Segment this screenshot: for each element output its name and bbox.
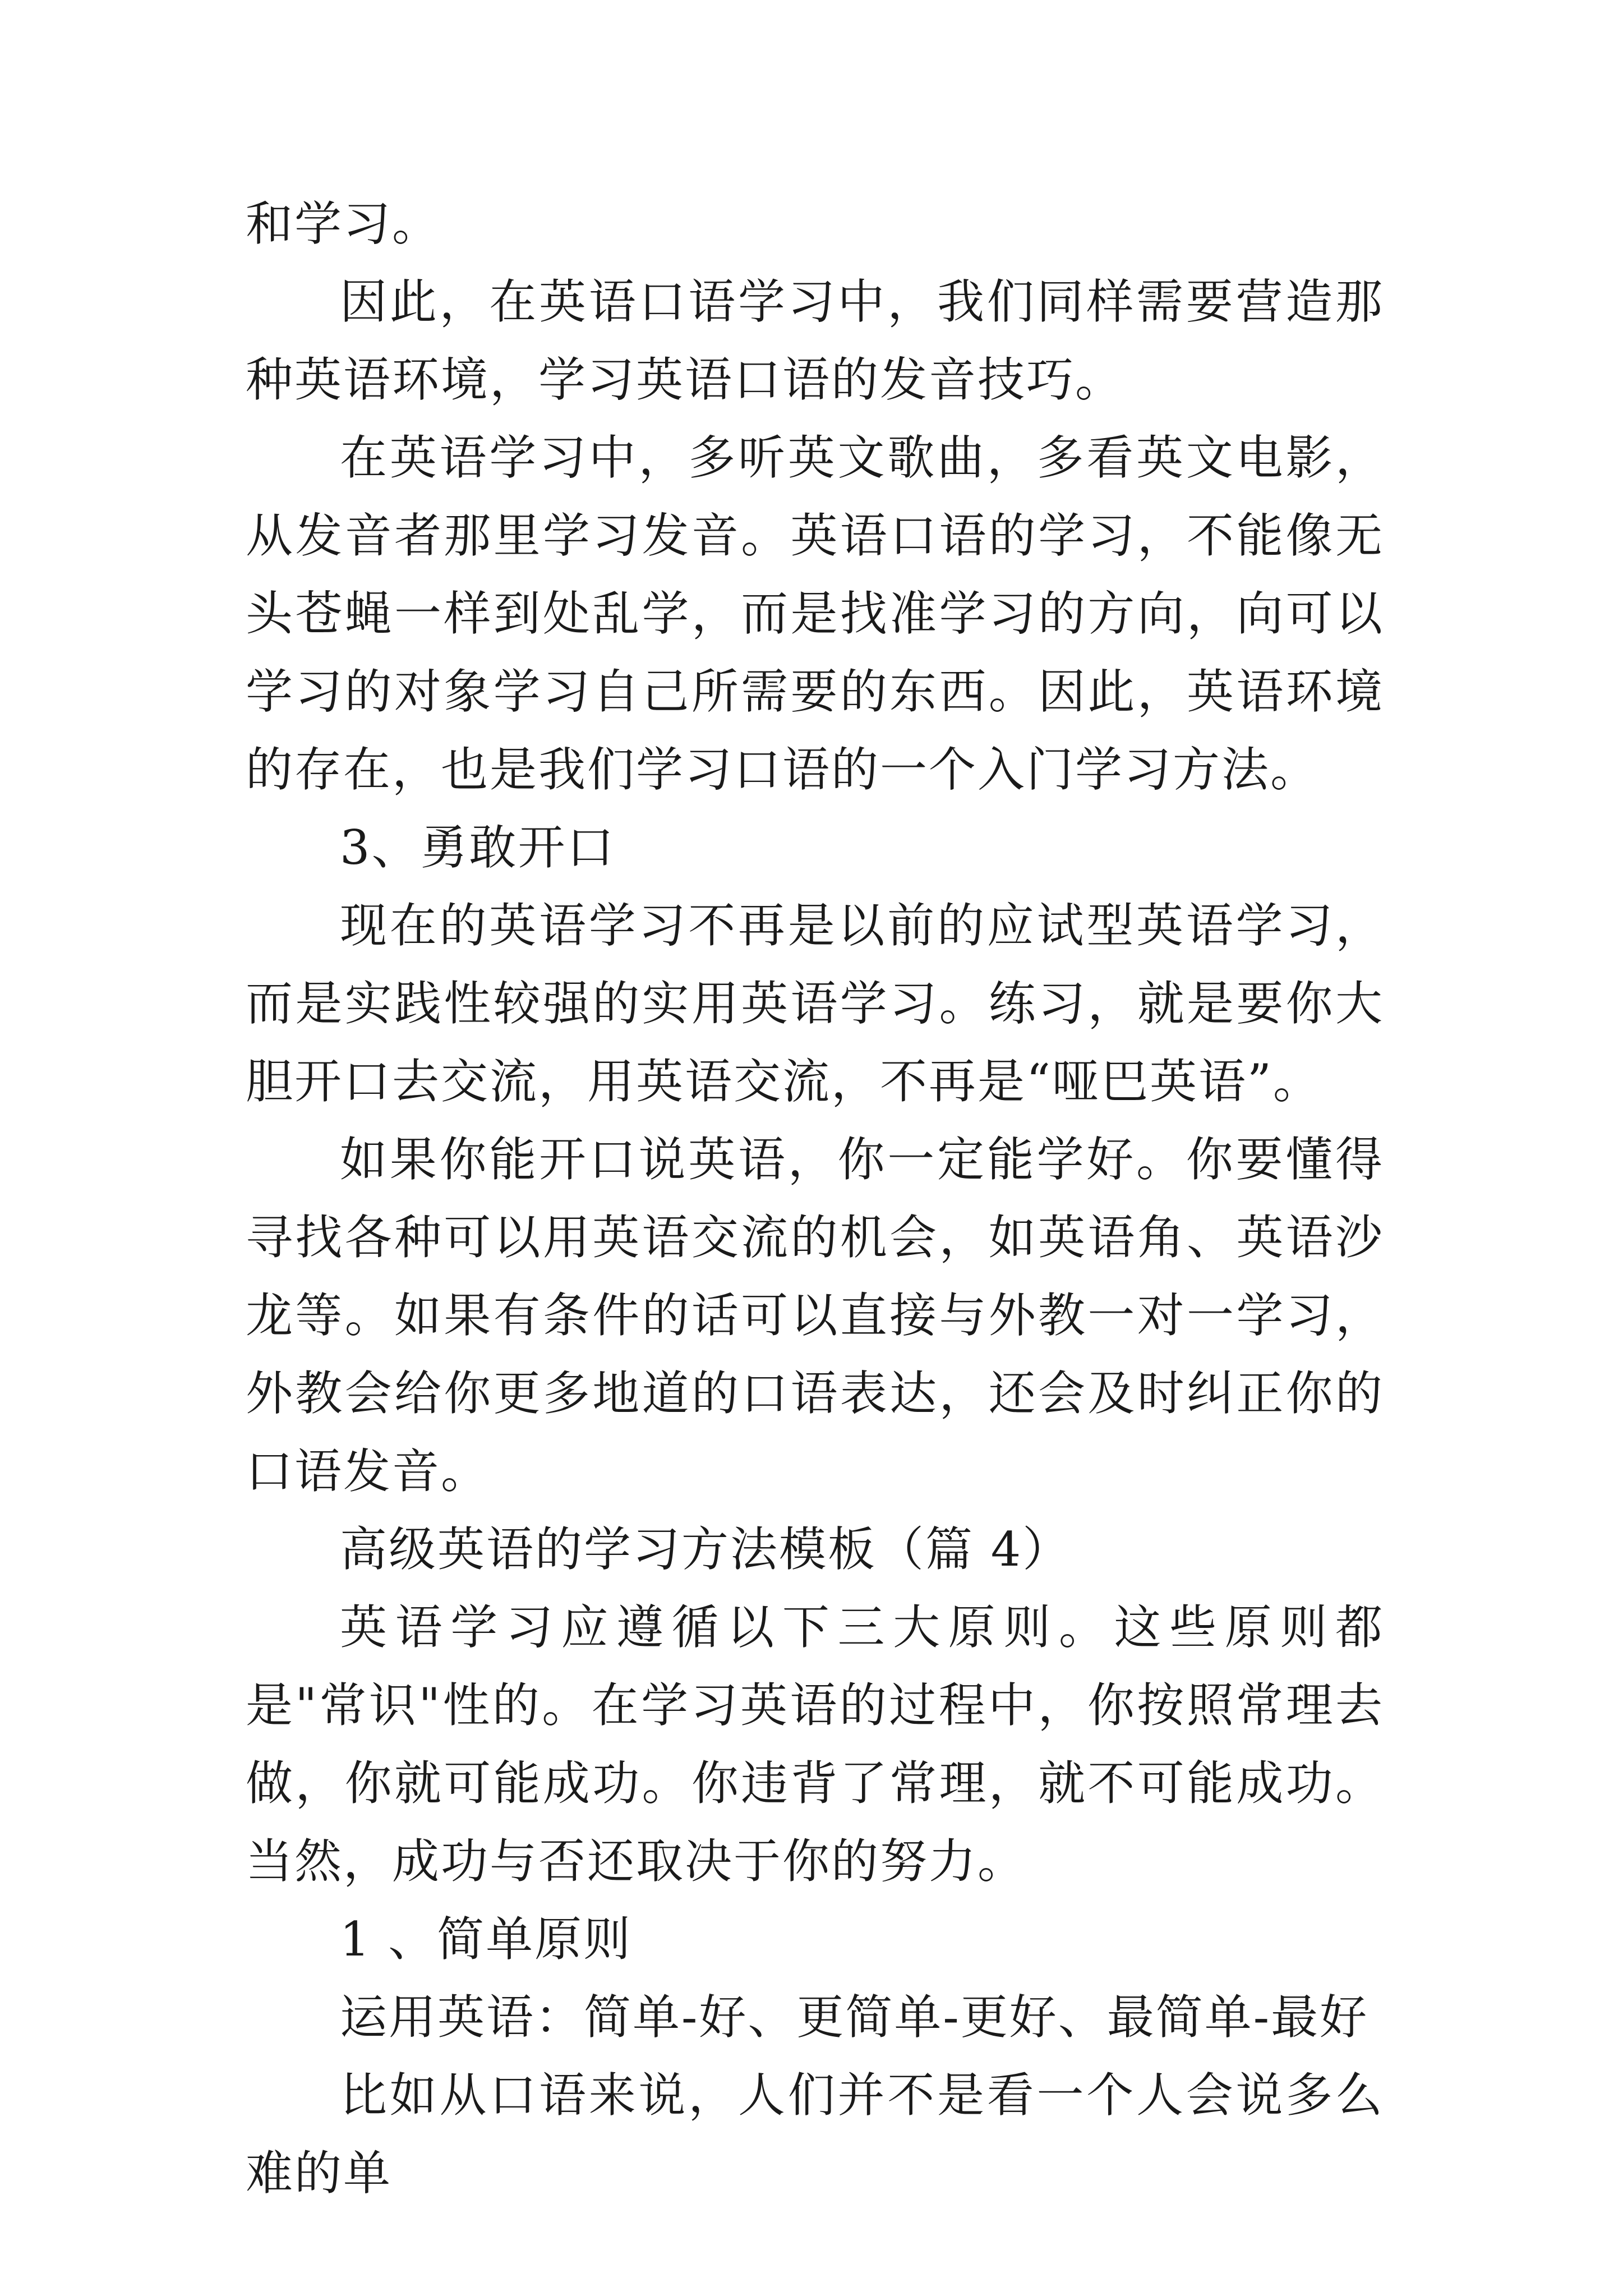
paragraph-speaking-opportunities: 如果你能开口说英语，你一定能学好。你要懂得寻找各种可以用英语交流的机会，如英语角、英语沙龙等。如果有条件的话可以直接与外教一对一学习，外教会给你更多地道的口语表达，还会及时纠正你的口语发音。	[246, 1132, 1384, 1499]
paragraph-english-environment: 因此，在英语口语学习中，我们同样需要营造那种英语环境，学习英语口语的发音技巧。	[246, 274, 1384, 407]
paragraph-continuation: 和学习。	[246, 196, 441, 251]
paragraph-oral-example: 比如从口语来说，人们并不是看一个人会说多么难的单	[246, 2068, 1384, 2201]
paragraph-listening-practice: 在英语学习中，多听英文歌曲，多看英文电影，从发音者那里学习发音。英语口语的学习，不能像无头苍蝇一样到处乱学，而是找准学习的方向，向可以学习的对象学习自己所需要的东西。因此，英语环境的存在，也是我们学习口语的一个入门学习方法。	[246, 430, 1384, 797]
document-body	[246, 185, 1384, 2212]
paragraph-three-principles: 英语学习应遵循以下三大原则。这些原则都是"常识"性的。在学习英语的过程中，你按照常理去做，你就可能成功。你违背了常理，就不可能成功。当然，成功与否还取决于你的努力。	[246, 1600, 1384, 1889]
section-heading-speak-bravely: 3、勇敢开口	[340, 820, 616, 875]
paragraph-practical-english: 现在的英语学习不再是以前的应试型英语学习，而是实践性较强的实用英语学习。练习，就是要你大胆开口去交流，用英语交流，不再是“哑巴英语”。	[246, 898, 1384, 1109]
paragraph-simple-usage: 运用英语：简单-好、更简单-更好、最简单-最好	[340, 1990, 1369, 2045]
article-heading-part-4: 高级英语的学习方法模板（篇 4）	[340, 1522, 1072, 1577]
section-heading-simplicity: 1 、简单原则	[340, 1912, 633, 1967]
